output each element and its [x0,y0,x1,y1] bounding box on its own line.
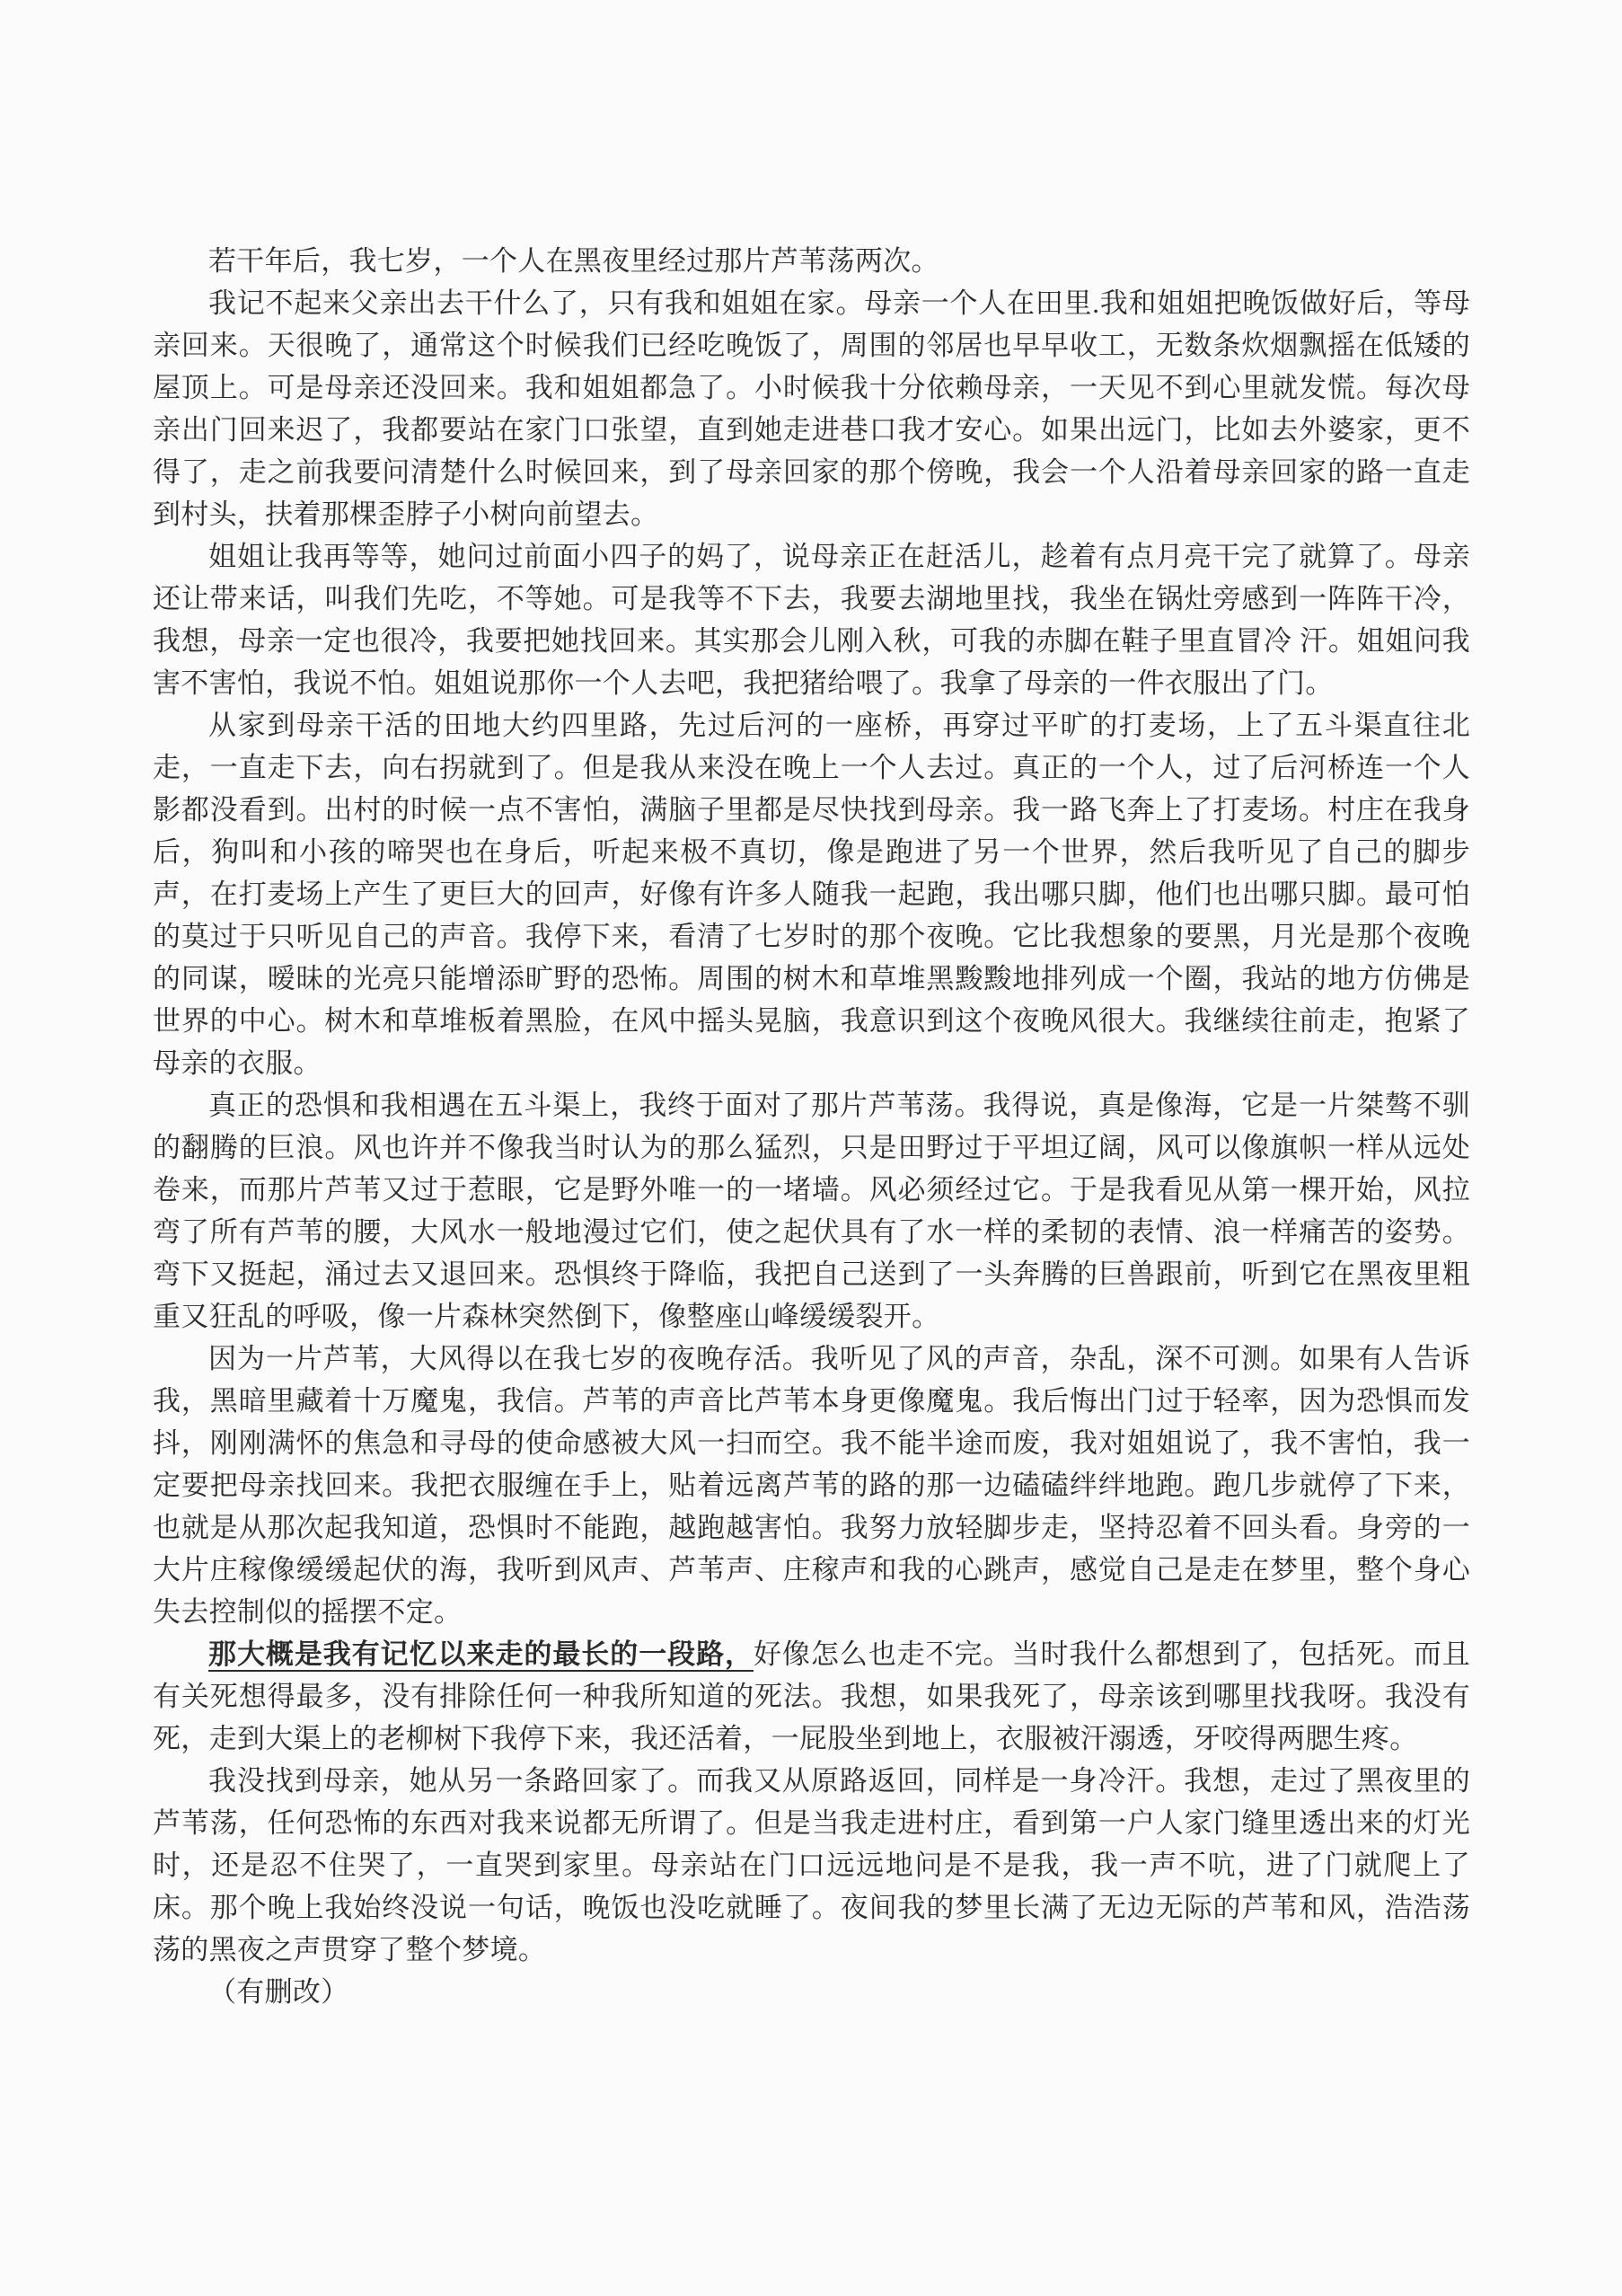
paragraph [153,240,1470,282]
paragraph [153,704,1470,1084]
paragraph [153,282,1470,535]
paragraph-text: 姐姐让我再等等，她问过前面小四子的妈了，说母亲正在赶活儿，趁着有点月亮干完了就算了。母亲还让带来话，叫我们先吃，不等她。可是我等不下去，我要去湖地里找，我坐在锅灶旁感到一阵阵干冷，我想，母亲一定也很冷，我要把她找回来。其实那会儿刚入秋，可我的赤脚在鞋子里直冒冷 汗。姐姐问我害不害怕，我说不怕。姐姐说那你一个人去吧，我把猪给喂了。我拿了母亲的一件衣服出了门。 [153,541,1470,699]
attribution-text: （有删改） [208,1976,349,2008]
paragraph-text: 我记不起来父亲出去干什么了，只有我和姐姐在家。母亲一个人在田里.我和姐姐把晚饭做好后，等母亲回来。天很晚了，通常这个时候我们已经吃晚饭了，周围的邻居也早早收工，无数条炊烟飘摇在低矮的屋顶上。可是母亲还没回来。我和姐姐都急了。小时候我十分依赖母亲，一天见不到心里就发慌。每次母亲出门回来迟了，我都要站在家门口张望，直到她走进巷口我才安心。如果出远门，比如去外婆家，更不得了，走之前我要问清楚什么时候回来，到了母亲回家的那个傍晚，我会一个人沿着母亲回家的路一直走到村头，扶着那棵歪脖子小树向前望去。 [153,287,1470,530]
paragraph [153,1338,1470,1633]
paragraph-text: 因为一片芦苇，大风得以在我七岁的夜晚存活。我听见了风的声音，杂乱，深不可测。如果有人告诉我，黑暗里藏着十万魔鬼，我信。芦苇的声音比芦苇本身更像魔鬼。我后悔出门过于轻率，因为恐惧而发抖，刚刚满怀的焦急和寻母的使命感被大风一扫而空。我不能半途而废，我对姐姐说了，我不害怕，我一定要把母亲找回来。我把衣服缠在手上，贴着远离芦苇的路的那一边磕磕绊绊地跑。跑几步就停了下来，也就是从那次起我知道，恐惧时不能跑，越跑越害怕。我努力放轻脚步走，坚持忍着不回头看。身旁的一大片庄稼像缓缓起伏的海，我听到风声、芦苇声、庄稼声和我的心跳声，感觉自己是走在梦里，整个身心失去控制似的摇摆不定。 [153,1343,1470,1628]
paragraph [153,1760,1470,1971]
paragraph-text: 我没找到母亲，她从另一条路回家了。而我又从原路返回，同样是一身冷汗。我想，走过了黑夜里的芦苇荡，任何恐怖的东西对我来说都无所谓了。但是当我走进村庄，看到第一户人家门缝里透出来的灯光时，还是忍不住哭了，一直哭到家里。母亲站在门口远远地问是不是我，我一声不吭，进了门就爬上了床。那个晚上我始终没说一句话，晚饭也没吃就睡了。夜间我的梦里长满了无边无际的芦苇和风，浩浩荡荡的黑夜之声贯穿了整个梦境。 [153,1765,1470,1965]
paragraph-text: 若干年后，我七岁，一个人在黑夜里经过那片芦苇荡两次。 [208,245,939,277]
essay-text [153,240,1470,2013]
paragraph [153,1084,1470,1338]
attribution-note [153,1971,1470,2013]
paragraph-text: 真正的恐惧和我相遇在五斗渠上，我终于面对了那片芦苇荡。我得说，真是像海，它是一片桀骜不驯的翻腾的巨浪。风也许并不像我当时认为的那么猛烈，只是田野过于平坦辽阔，风可以像旗帜一样从远处卷来，而那片芦苇又过于惹眼，它是野外唯一的一堵墙。风必须经过它。于是我看见从第一棵开始，风拉弯了所有芦苇的腰，大风水一般地漫过它们，使之起伏具有了水一样的柔韧的表情、浪一样痛苦的姿势。弯下又挺起，涌过去又退回来。恐惧终于降临，我把自己送到了一头奔腾的巨兽跟前，听到它在黑夜里粗重又狂乱的呼吸，像一片森林突然倒下，像整座山峰缓缓裂开。 [153,1090,1470,1332]
paragraph [153,1633,1470,1760]
paragraph-text: 好像怎么也走不完。当时我什么都想到了，包括死。而且有关死想得最多，没有排除任何一种我所知道的死法。我想，如果我死了，母亲该到哪里找我呀。我没有死，走到大渠上的老柳树下我停下来，我还活着，一屁股坐到地上，衣服被汗溺透，牙咬得两腮生疼。 [153,1638,1470,1754]
paragraph-text: 从家到母亲干活的田地大约四里路，先过后河的一座桥，再穿过平旷的打麦场，上了五斗渠直往北走，一直走下去，向右拐就到了。但是我从来没在晚上一个人去过。真正的一个人，过了后河桥连一个人影都没看到。出村的时候一点不害怕，满脑子里都是尽快找到母亲。我一路飞奔上了打麦场。村庄在我身后，狗叫和小孩的啼哭也在身后，听起来极不真切，像是跑进了另一个世界，然后我听见了自己的脚步声，在打麦场上产生了更巨大的回声，好像有许多人随我一起跑，我出哪只脚，他们也出哪只脚。最可怕的莫过于只听见自己的声音。我停下来，看清了七岁时的那个夜晚。它比我想象的要黑，月光是那个夜晚的同谋，暧昧的光亮只能增添旷野的恐怖。周围的树木和草堆黑黢黢地排列成一个圈，我站的地方仿佛是世界的中心。树木和草堆板着黑脸，在风中摇头晃脑，我意识到这个夜晚风很大。我继续往前走，抱紧了母亲的衣服。 [153,710,1470,1079]
emphasized-sentence: 那大概是我有记忆以来走的最长的一段路， [208,1638,754,1670]
paragraph [153,535,1470,704]
